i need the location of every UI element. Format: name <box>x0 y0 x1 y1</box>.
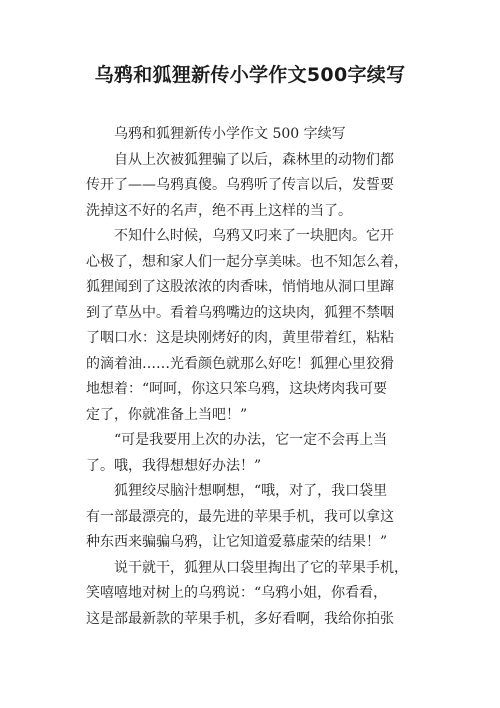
text-line: 狐狸闻到了这股浓浓的肉香味，悄悄地从洞口里蹿 <box>86 279 394 295</box>
text-line: 种东西来骗骗乌鸦，让它知道爱慕虚荣的结果！” <box>86 534 388 550</box>
text-line: 了咽口水：这是块刚烤好的肉，黄里带着红，粘粘 <box>86 330 394 346</box>
text-line: 说干就干，狐狸从口袋里掏出了它的苹果手机， <box>114 559 408 576</box>
text-line: 心极了，想和家人们一起分享美味。也不知怎么着， <box>86 253 408 270</box>
text-line: 乌鸦和狐狸新传小学作文 500 字续写 <box>114 126 346 142</box>
text-line: 这是部最新款的苹果手机，多好看啊，我给你拍张 <box>86 610 394 627</box>
text-line: 到了草丛中。看着乌鸦嘴边的这块肉，狐狸不禁咽 <box>86 304 394 321</box>
text-line: 自从上次被狐狸骗了以后，森林里的动物们都 <box>114 151 394 168</box>
text-line: 定了，你就准备上当吧！” <box>86 406 248 423</box>
text-line: “可是我要用上次的办法，它一定不会再上当 <box>114 432 388 448</box>
text-line: 狐狸绞尽脑汁想啊想，“哦，对了，我口袋里 <box>114 483 388 499</box>
text-line: 传开了——乌鸦真傻。乌鸦听了传言以后，发誓要 <box>86 177 394 193</box>
document-title: 乌鸦和狐狸新传小学作文500字续写 <box>94 64 406 86</box>
text-line: 了。哦，我得想想好办法！” <box>86 457 262 474</box>
text-line: 不知什么时候，乌鸦又叼来了一块肥肉。它开 <box>114 228 394 244</box>
text-line: 的滴着油……光看颜色就那么好吃！狐狸心里狡猾 <box>86 355 394 372</box>
text-line: 地想着：“呵呵，你这只笨乌鸦，这块烤肉我可要 <box>86 381 388 397</box>
text-line: 有一部最漂亮的，最先进的苹果手机，我可以拿这 <box>86 508 394 525</box>
text-line: 洗掉这不好的名声，绝不再上这样的当了。 <box>86 202 352 219</box>
document-body <box>86 122 426 632</box>
text-line: 笑嘻嘻地对树上的乌鸦说：“乌鸦小姐，你看看， <box>86 585 388 601</box>
